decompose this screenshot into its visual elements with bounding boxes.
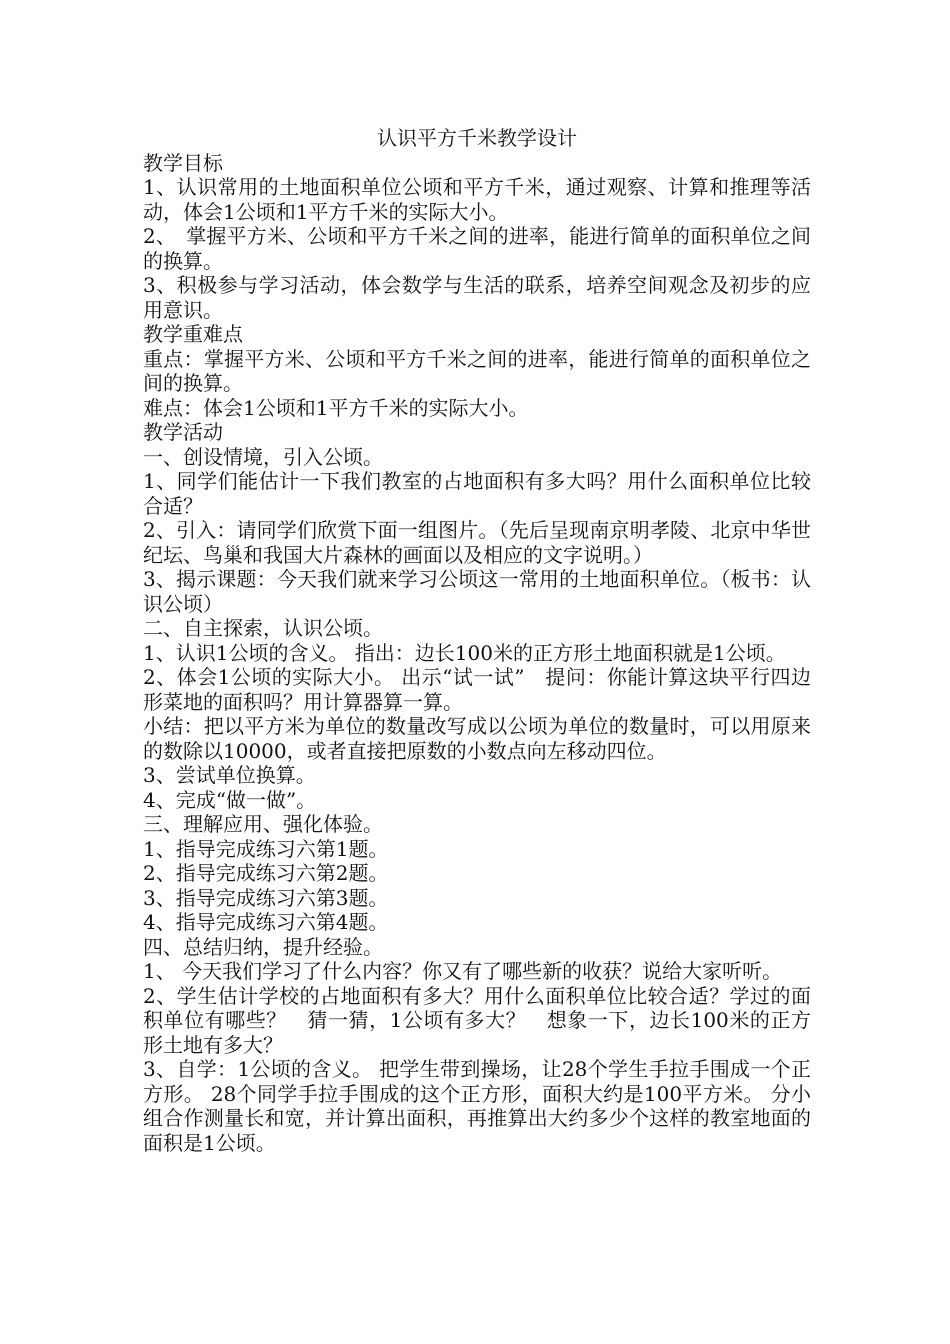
section-2-item-1: 1、认识1公顷的含义。 指出：边长100米的正方形土地面积就是1公顷。	[143, 640, 786, 665]
heading-objectives: 教学目标	[143, 150, 223, 175]
heading-activities: 教学活动	[143, 420, 223, 444]
section-3-item-3: 3、指导完成练习六第3题。	[143, 885, 389, 910]
section-3-heading: 三、理解应用、强化体验。	[143, 812, 383, 836]
section-4-item-2: 2、学生估计学校的占地面积有多大？用什么面积单位比较合适？学过的面积单位有哪些？ 猜一猜，1公顷有多大？ 想象一下，边长100米的正方形土地有多大？	[143, 983, 811, 1057]
section-2-summary: 小结：把以平方米为单位的数量改写成以公顷为单位的数量时，可以用原来的数除以10000，或者直接把原数的小数点向左移动四位。	[143, 714, 811, 763]
section-2-item-4: 4、完成“做一做”。	[143, 787, 317, 812]
section-3-item-1: 1、指导完成练习六第1题。	[143, 836, 389, 861]
section-1-item-2: 2、引入：请同学们欣赏下面一组图片。（先后呈现南京明孝陵、北京中华世纪坛、鸟巢和我国大片森林的画面以及相应的文字说明。）	[143, 518, 811, 567]
section-1-item-3: 3、揭示课题：今天我们就来学习公顷这一常用的土地面积单位。（板书：认识公顷）	[143, 567, 811, 616]
document-title: 认识平方千米教学设计	[377, 126, 577, 150]
section-4-item-3: 3、自学：1公顷的含义。 把学生带到操场，让28个学生手拉手围成一个正方形。 28个同学手拉手围成的这个正方形，面积大约是100平方米。 分小组合作测量长和宽，并计算出面积，再推算出大约多少个这样的教室地面的面积是1公顷。	[143, 1057, 811, 1155]
section-2-item-2: 2、体会1公顷的实际大小。 出示“试一试” 提问：你能计算这块平行四边形菜地的面积吗？用计算器算一算。	[143, 665, 811, 714]
objective-2: 2、 掌握平方米、公顷和平方千米之间的进率，能进行简单的面积单位之间的换算。	[143, 224, 811, 273]
section-4-item-1: 1、 今天我们学习了什么内容？你又有了哪些新的收获？说给大家听听。	[143, 959, 783, 983]
section-3-item-4: 4、指导完成练习六第4题。	[143, 910, 389, 934]
section-1-item-1: 1、同学们能估计一下我们教室的占地面积有多大吗？用什么面积单位比较合适？	[143, 469, 811, 518]
difficult-point: 难点：体会1公顷和1平方千米的实际大小。	[143, 395, 529, 420]
section-2-item-3: 3、尝试单位换算。	[143, 763, 316, 787]
heading-key-points: 教学重难点	[143, 322, 243, 346]
section-3-item-2: 2、指导完成练习六第2题。	[143, 861, 389, 885]
objective-1: 1、认识常用的土地面积单位公顷和平方千米，通过观察、计算和推理等活动，体会1公顷和1平方千米的实际大小。	[143, 175, 811, 224]
document-body	[143, 126, 811, 1155]
section-4-heading: 四、总结归纳，提升经验。	[143, 934, 383, 959]
objective-3: 3、积极参与学习活动，体会数学与生活的联系，培养空间观念及初步的应用意识。	[143, 273, 811, 322]
section-1-heading: 一、创设情境，引入公顷。	[143, 444, 383, 469]
section-2-heading: 二、自主探索，认识公顷。	[143, 616, 383, 640]
key-point: 重点：掌握平方米、公顷和平方千米之间的进率，能进行简单的面积单位之间的换算。	[143, 346, 811, 395]
